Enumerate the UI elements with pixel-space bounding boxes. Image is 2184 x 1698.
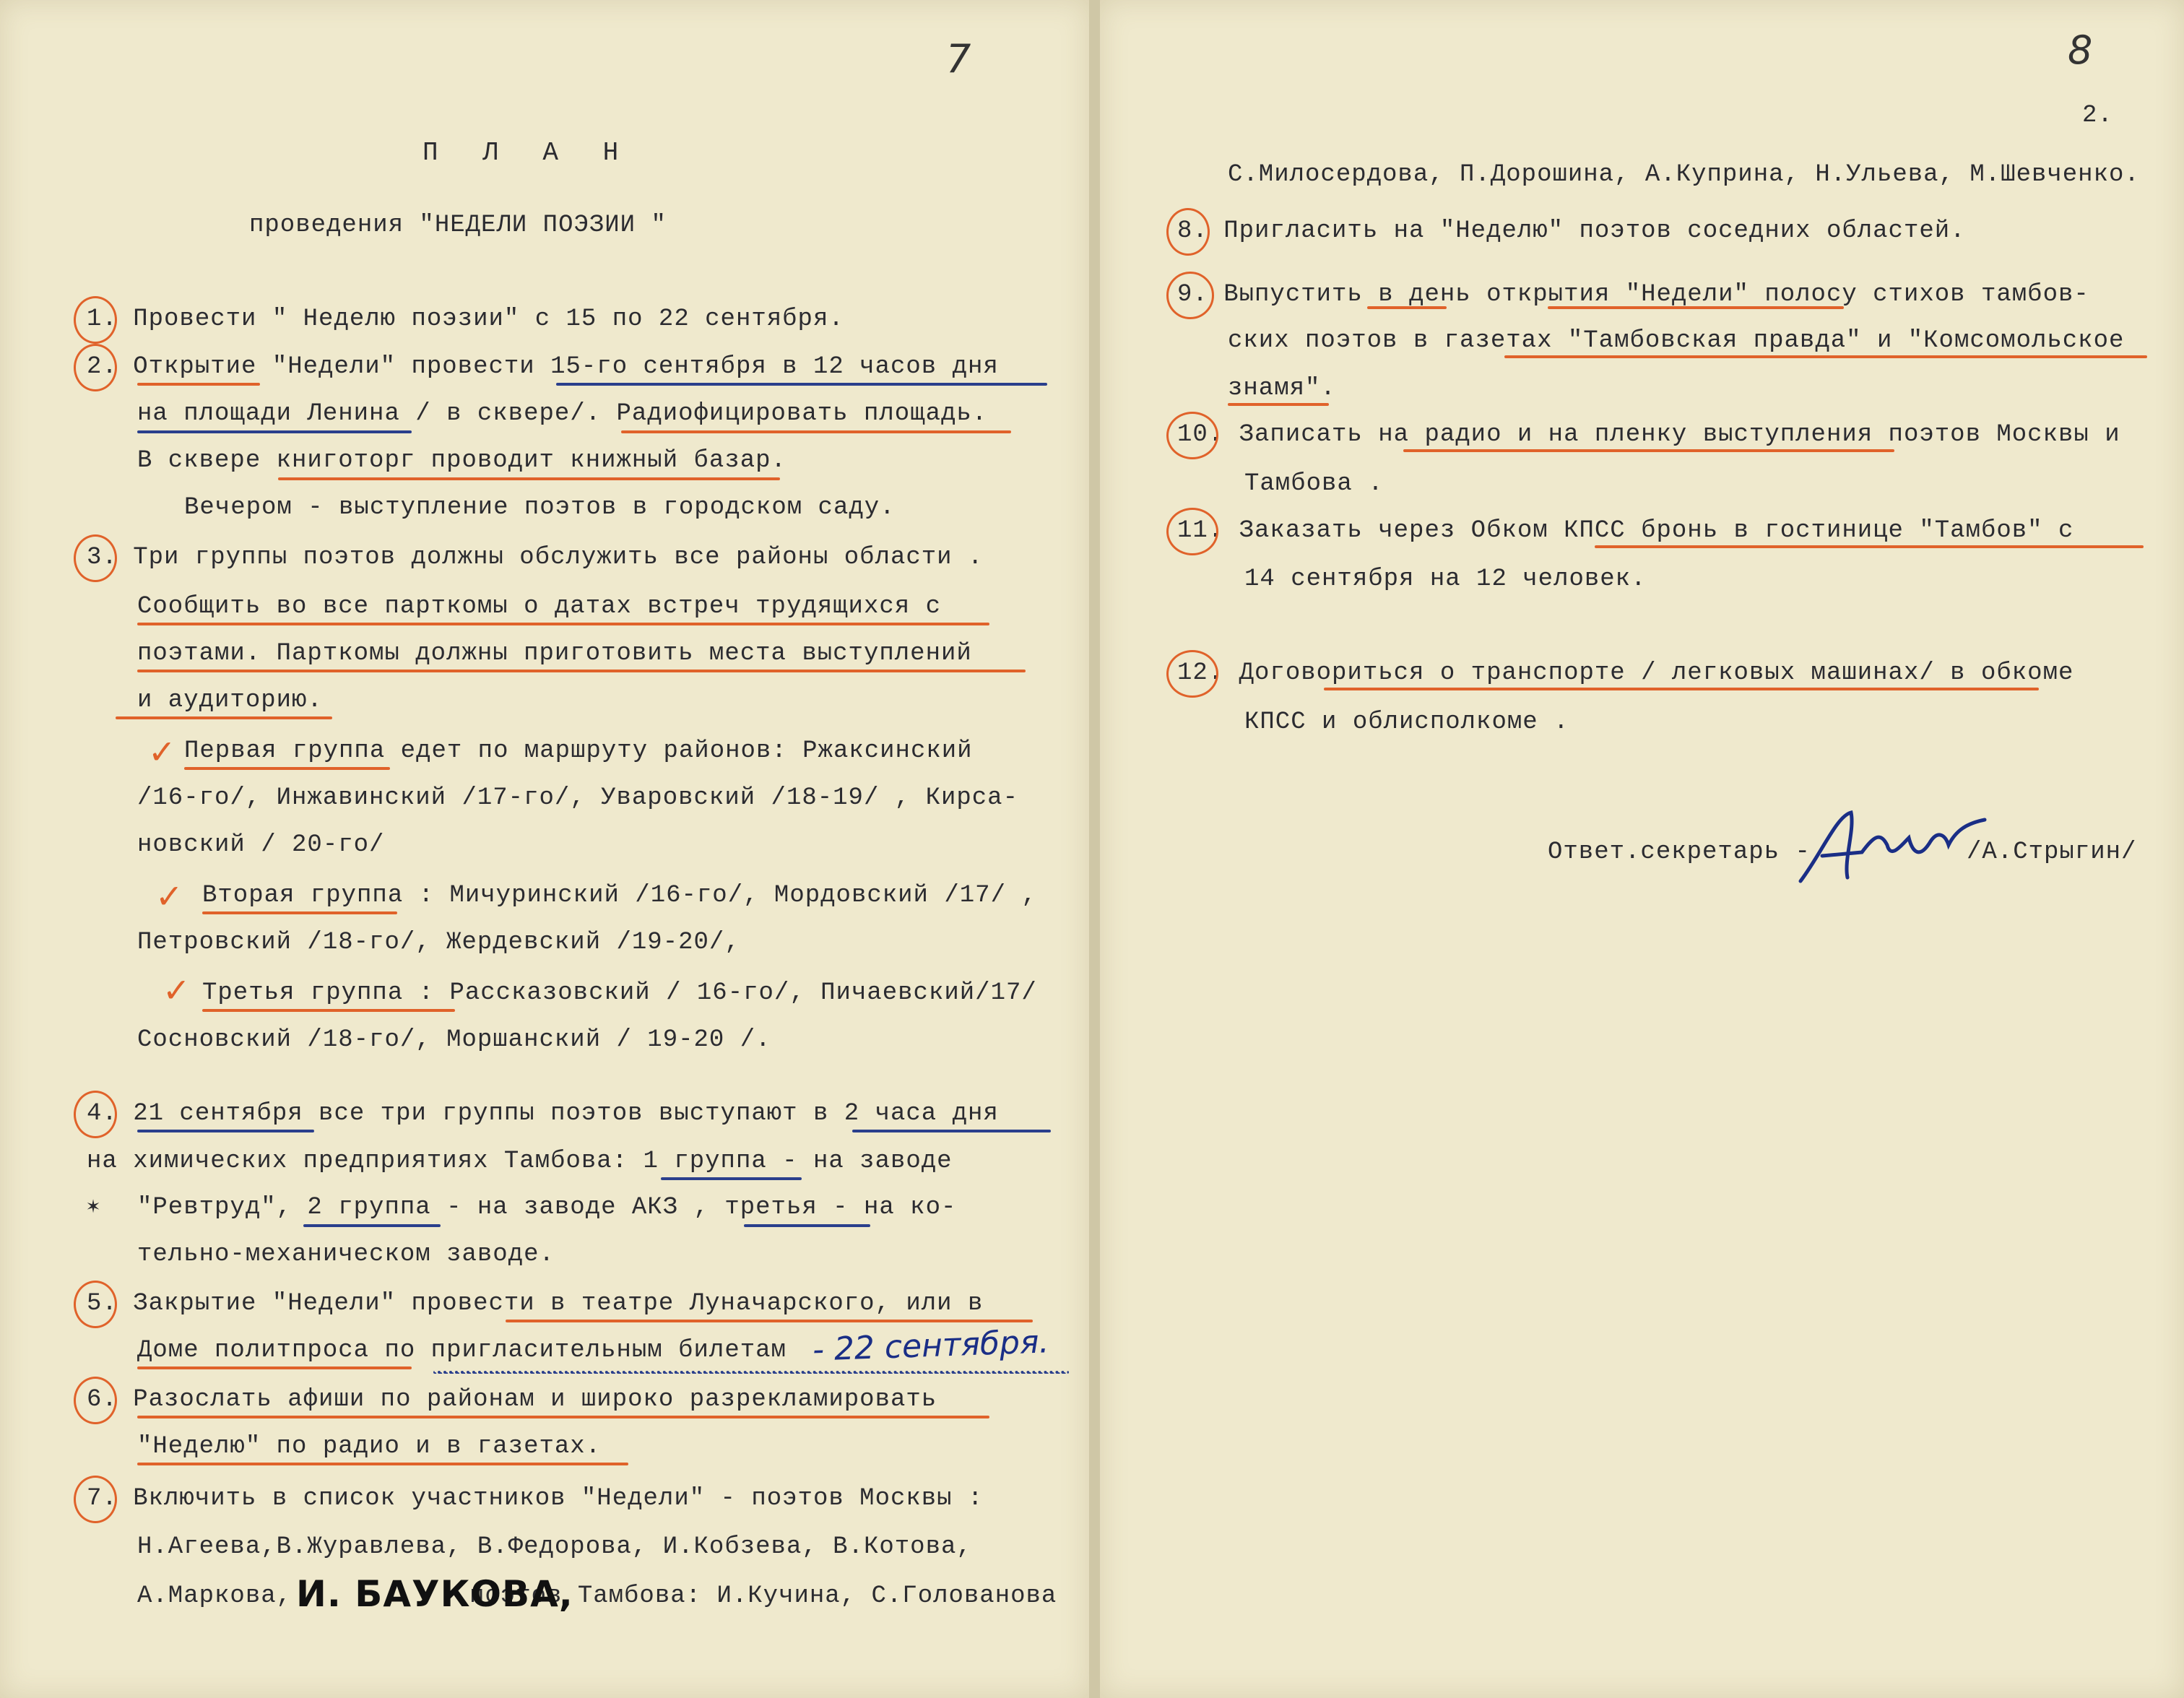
underline xyxy=(137,1416,989,1418)
item-number-circle xyxy=(74,296,117,344)
plan-line: тельно-механическом заводе. xyxy=(137,1241,555,1268)
item-number-circle xyxy=(1166,508,1218,555)
signature-icon xyxy=(1793,802,1996,896)
item-number-circle xyxy=(74,1476,117,1523)
underline xyxy=(137,383,260,386)
plan-line: /16-го/, Инжавинский /17-го/, Уваровский /18-19/ , Кирса- xyxy=(137,784,1018,812)
plan-line: "Неделю" по радио и в газетах. xyxy=(137,1433,602,1460)
plan-line: Сообщить во все парткомы о датах встреч трудящихся с xyxy=(137,593,941,620)
plan-line: Третья группа : Рассказовский / 16-го/, Пичаевский/17/ xyxy=(202,979,1037,1007)
underline xyxy=(137,623,989,625)
plan-line: 4. 21 сентября все три группы поэтов выступают в 2 часа дня xyxy=(87,1100,999,1127)
underline xyxy=(744,1224,870,1227)
underline xyxy=(137,1130,314,1132)
plan-line: 1. Провести " Неделю поэзии" с 15 по 22 сентября. xyxy=(87,306,844,333)
plan-line: новский / 20-го/ xyxy=(137,831,385,859)
page-number: 2. xyxy=(2082,102,2113,129)
item-number-circle xyxy=(74,1091,117,1138)
item-number-circle xyxy=(1166,272,1214,319)
item-number-circle xyxy=(1166,208,1210,256)
underline xyxy=(1595,545,2144,548)
plan-line: 10. Записать на радио и на пленку выступления поэтов Москвы и xyxy=(1177,421,2120,449)
underline xyxy=(621,430,1011,433)
plan-line: А.Маркова, xyxy=(137,1582,292,1610)
plan-line: 14 сентября на 12 человек. xyxy=(1244,566,1647,593)
plan-line: на химических предприятиях Тамбова: 1 группа - на заводе xyxy=(87,1148,953,1175)
item-number-circle xyxy=(1166,412,1218,459)
plan-line: 2. Открытие "Недели" провести 15-го сентября в 12 часов дня xyxy=(87,353,999,381)
plan-line: 12. Договориться о транспорте / легковых машинах/ в обкоме xyxy=(1177,659,2074,687)
underline xyxy=(1324,688,2039,690)
signature-label: Ответ.секретарь - xyxy=(1548,839,1811,866)
underline xyxy=(137,1463,628,1465)
underline xyxy=(506,1320,1033,1322)
plan-line: Вечером - выступление поэтов в городском саду. xyxy=(184,494,896,521)
plan-line: Доме политпроса по пригласительным билетам xyxy=(137,1337,786,1364)
underline xyxy=(661,1177,802,1180)
item-number-circle xyxy=(74,1377,117,1424)
underline xyxy=(852,1130,1051,1132)
underline xyxy=(202,911,397,914)
plan-line: 8. Пригласить на "Неделю" поэтов соседних областей. xyxy=(1177,217,1966,245)
item-number-circle xyxy=(1166,650,1218,698)
page-gutter xyxy=(1089,0,1100,1698)
plan-line: Первая группа едет по маршруту районов: Ржаксинский xyxy=(184,737,973,765)
page-subtitle: проведения "НЕДЕЛИ ПОЭЗИИ " xyxy=(249,212,667,239)
underline xyxy=(556,383,1047,386)
underline xyxy=(202,1009,455,1012)
underline xyxy=(184,767,390,770)
plan-line: В сквере книготорг проводит книжный базар. xyxy=(137,447,786,475)
plan-line: поэтов Тамбова: И.Кучина, С.Голованова xyxy=(469,1582,1057,1610)
plan-line: 9. Выпустить в день открытия "Недели" полосу стихов тамбов- xyxy=(1177,281,2089,308)
right-page xyxy=(1100,0,2184,1698)
plan-line: на площади Ленина / в сквере/. Радиофицировать площадь. xyxy=(137,400,988,428)
plan-line: и аудиторию. xyxy=(137,687,323,714)
plan-line: ских поэтов в газетах "Тамбовская правда" и "Комсомольское xyxy=(1228,327,2125,355)
plan-line: поэтами. Парткомы должны приготовить места выступлений xyxy=(137,640,972,667)
item-number-circle xyxy=(74,534,117,582)
underline xyxy=(1228,403,1329,406)
underline xyxy=(303,1224,441,1227)
checkmark-icon: ✓ xyxy=(155,877,183,916)
checkmark-icon: ✓ xyxy=(162,971,191,1010)
plan-line: КПСС и облисполкоме . xyxy=(1244,709,1569,736)
plan-line: 3. Три группы поэтов должны обслужить все районы области . xyxy=(87,544,984,571)
underline xyxy=(116,716,332,719)
folio-number: 7 xyxy=(946,36,971,82)
plan-line: Н.Агеева,В.Журавлева, В.Федорова, И.Кобзева, В.Котова, xyxy=(137,1533,972,1561)
underline xyxy=(1367,306,1447,309)
item-number-circle xyxy=(74,344,117,391)
plan-line: знамя". xyxy=(1228,375,1336,402)
left-page xyxy=(0,0,1089,1698)
page-title: П Л А Н xyxy=(422,138,633,168)
handwritten-date-note: - 22 сентября. xyxy=(812,1323,1050,1369)
underline xyxy=(278,477,780,480)
plan-line: Петровский /18-го/, Жердевский /19-20/, xyxy=(137,929,740,956)
plan-line: Сосновский /18-го/, Моршанский / 19-20 /. xyxy=(137,1026,771,1054)
plan-line: С.Милосердова, П.Дорошина, А.Куприна, Н.Ульева, М.Шевченко. xyxy=(1228,161,2140,189)
underline xyxy=(137,430,412,433)
underline xyxy=(1504,355,2147,358)
plan-line: Тамбова . xyxy=(1244,470,1384,498)
margin-mark: ✶ xyxy=(87,1195,101,1220)
underline xyxy=(1548,306,1844,309)
plan-line: 11. Заказать через Обком КПСС бронь в гостинице "Тамбов" с xyxy=(1177,517,2074,545)
checkmark-icon: ✓ xyxy=(148,732,176,771)
handwritten-name-insert: И. БАУКОВА, xyxy=(296,1573,573,1615)
underline xyxy=(1403,449,1894,452)
item-number-circle xyxy=(74,1281,117,1328)
plan-line: 7. Включить в список участников "Недели" - поэтов Москвы : xyxy=(87,1485,984,1512)
underline xyxy=(137,1366,412,1369)
folio-number: 8 xyxy=(2068,27,2093,73)
underline xyxy=(137,670,1026,672)
signature-name: /А.Стрыгин/ xyxy=(1967,839,2137,866)
plan-line: 5. Закрытие "Недели" провести в театре Луначарского, или в xyxy=(87,1290,984,1317)
plan-line: Вторая группа : Мичуринский /16-го/, Мордовский /17/ , xyxy=(202,882,1037,909)
plan-line: "Ревтруд", 2 группа - на заводе АКЗ , третья - на ко- xyxy=(137,1194,957,1221)
wavy-underline xyxy=(433,1371,1069,1374)
plan-line: 6. Разослать афиши по районам и широко разрекламировать xyxy=(87,1386,937,1413)
